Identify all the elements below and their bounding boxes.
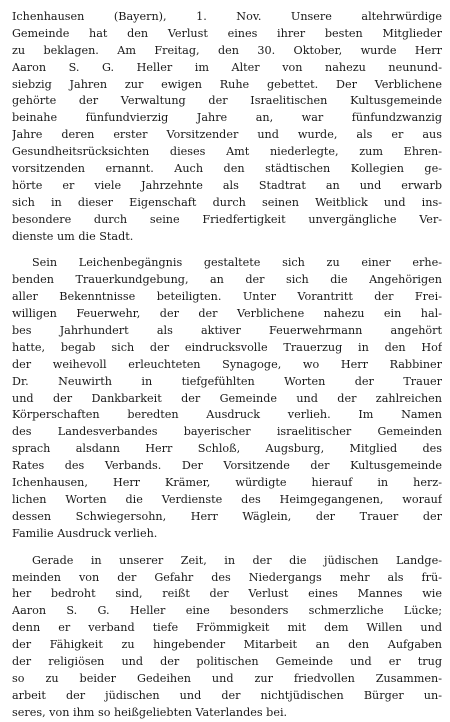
text-line: Familie Ausdruck verlieh. [12,526,158,540]
text-line: sich in dieser Eigenschaft durch seinen Weitblick und ins- [12,195,442,209]
text-line: Ichenhausen, Herr Krämer, würdigte hierauf in herz- [12,476,442,490]
paragraph-funeral [12,255,442,542]
text-line: siebzig Jahren zur ewigen Ruhe gebettet. Der Verblichene [12,77,442,91]
text-line: beinahe fünfundvierzig Jahre an, war fünfundzwanzig [12,111,442,125]
text-line: Körperschaften beredten Ausdruck verlieh. Im Namen [12,408,442,422]
text-line: zu beklagen. Am Freitag, den 30. Oktober, wurde Herr [12,43,442,57]
text-line: und der Dankbarkeit der Gemeinde und der zahlreichen [12,391,442,405]
paragraph-gap [12,543,442,553]
text-line: Ichenhausen (Bayern), 1. Nov. Unsere altehrwürdige [12,10,442,23]
text-line: her bedroht sind, reißt der Verlust eines Mannes wie [12,587,442,601]
text-line: denn er verband tiefe Frömmigkeit mit dem Willen und [12,621,442,635]
text-line: der weihevoll erleuchteten Synagoge, wo Herr Rabbiner [12,357,442,371]
text-line: Dr. Neuwirth in tiefgefühlten Worten der Trauer [12,374,442,388]
text-line: lichen Worten die Verdienste des Heimgegangenen, worauf [12,492,442,506]
text-line: Rates des Verbands. Der Vorsitzende der Kultusgemeinde [12,459,442,473]
text-line: Jahre deren erster Vorsitzender und wurde, als er aus [12,128,442,142]
text-line: seres, von ihm so heißgeliebten Vaterlandes bei. [12,705,288,719]
text-line: sprach alsdann Herr Schloß, Augsburg, Mitglied des [12,442,442,456]
text-line: bes Jahrhundert als aktiver Feuerwehrmann angehört [12,324,442,338]
text-line: Sein Leichenbegängnis gestaltete sich zu einer erhe- [32,256,442,270]
text-line: der Fähigkeit zu hingebender Mitarbeit an den Aufgaben [12,638,442,652]
text-line: meinden von der Gefahr des Niedergangs mehr als frü- [12,570,442,584]
paragraph-tribute [12,553,442,722]
text-line: so zu beider Gedeihen und zur friedvollen Zusammen- [12,671,442,685]
text-line: willigen Feuerwehr, der der Verblichene nahezu ein hal- [12,307,442,321]
text-line: benden Trauerkundgebung, an der sich die Angehörigen [12,273,442,287]
text-line: vorsitzenden ernannt. Auch den städtischen Kollegien ge- [12,162,442,176]
text-line: dessen Schwiegersohn, Herr Wäglein, der Trauer der [12,509,442,523]
text-line: der religiösen und der politischen Gemeinde und er trug [12,654,442,668]
paragraph-gap [12,245,442,255]
text-line: Aaron S. G. Heller eine besonders schmerzliche Lücke; [12,604,442,618]
text-line: Aaron S. G. Heller im Alter von nahezu neunund- [12,60,442,74]
text-line: Gerade in unserer Zeit, in der die jüdischen Landge- [32,553,442,567]
text-line: des Landesverbandes bayerischer israelitischer Gemeinden [12,425,442,439]
text-line: dienste um die Stadt. [12,229,134,243]
text-line: hörte er viele Jahrzehnte als Stadtrat an und erwarb [12,178,442,192]
text-line: Gesundheitsrücksichten dieses Amt niederlegte, zum Ehren- [12,145,442,159]
paragraph-obituary-intro [12,9,442,245]
text-line: arbeit der jüdischen und der nichtjüdischen Bürger un- [12,688,442,702]
text-line: hatte, begab sich der eindrucksvolle Trauerzug in den Hof [12,340,442,354]
text-line: aller Bekenntnisse beteiligten. Unter Vorantritt der Frei- [12,290,442,304]
text-line: gehörte der Verwaltung der Israelitischen Kultusgemeinde [12,94,442,108]
text-line: besondere durch seine Friedfertigkeit unvergängliche Ver- [12,212,442,226]
text-line: Gemeinde hat den Verlust eines ihrer besten Mitglieder [12,26,442,40]
